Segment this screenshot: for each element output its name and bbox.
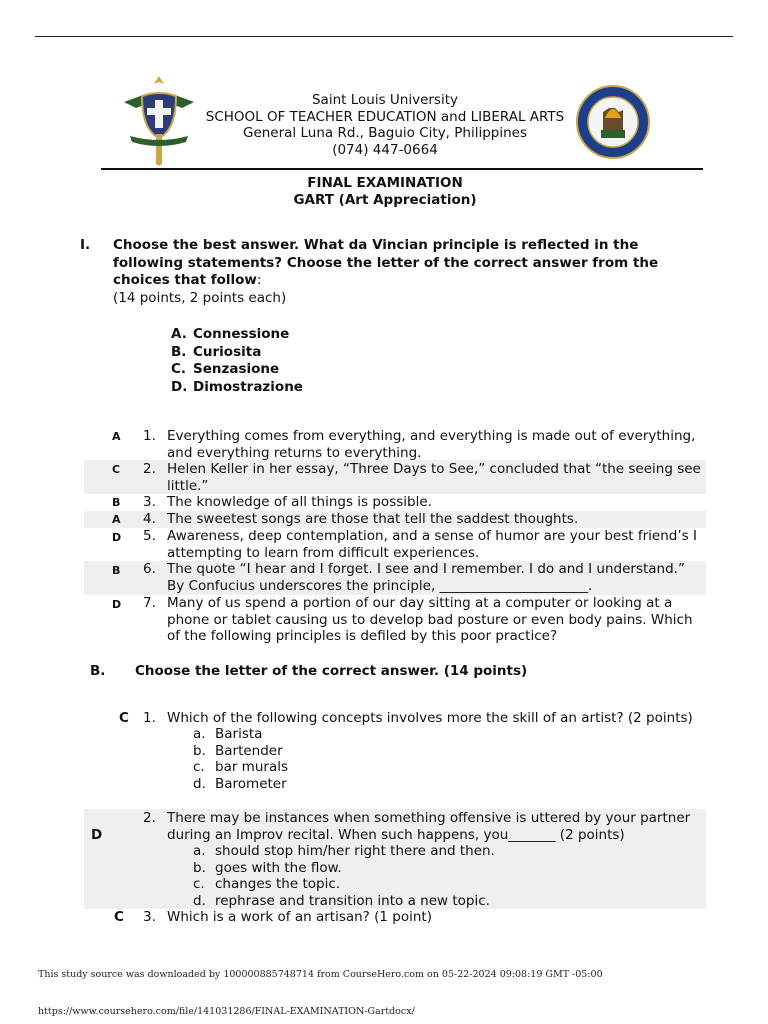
option-item xyxy=(193,776,288,793)
answer-mark: D xyxy=(112,598,122,611)
question-row xyxy=(84,909,706,927)
option-text: Barometer xyxy=(215,775,287,792)
choice-item xyxy=(171,326,303,344)
option-item xyxy=(193,876,495,893)
school-name: SCHOOL OF TEACHER EDUCATION and LIBERAL ARTS xyxy=(205,108,565,125)
question-number: 1. xyxy=(143,428,156,444)
option-text: goes with the flow. xyxy=(215,859,342,876)
option-text: Bartender xyxy=(215,742,283,759)
question-number: 7. xyxy=(143,595,156,611)
section-1-numeral: I. xyxy=(80,237,91,253)
option-letter: b. xyxy=(193,859,206,876)
question-text: Which of the following concepts involves more the skill of an artist? (2 points) xyxy=(167,710,693,726)
source-url[interactable]: https://www.coursehero.com/file/141031286/FINAL-EXAMINATION-Gartdocx/ xyxy=(38,1006,415,1017)
question-number: 5. xyxy=(143,528,156,544)
download-notice: This study source was downloaded by 100000885748714 from CourseHero.com on 05-22-2024 09:08:19 GMT -05:00 xyxy=(38,969,603,980)
choice-text: Curiosita xyxy=(193,343,262,360)
option-letter: b. xyxy=(193,742,206,759)
answer-mark: C xyxy=(112,463,121,476)
option-text: Barista xyxy=(215,726,263,742)
question-text: Many of us spend a portion of our day sitting at a computer or looking at a phone or tablet causing us to develop bad posture or even body pains. Which of the following principles is defiled by this poor practice? xyxy=(167,595,693,644)
question-text: Helen Keller in her essay, “Three Days to See,” concluded that “the seeing see little.” xyxy=(167,461,701,494)
question-number: 1. xyxy=(143,710,156,726)
section-b-instruction: Choose the letter of the correct answer. (14 points) xyxy=(135,663,528,679)
question-row xyxy=(84,710,706,795)
question-number: 2. xyxy=(143,461,156,477)
question-text: The quote “I hear and I forget. I see and I remember. I do and I understand.” By Confucius underscores the principle, ______________________. xyxy=(167,561,685,594)
question-text: Everything comes from everything, and everything is made out of everything, and everything returns to everything. xyxy=(167,428,696,461)
question-row xyxy=(84,460,706,494)
question-row xyxy=(84,561,706,595)
choice-item xyxy=(171,379,303,397)
question-row xyxy=(84,428,706,460)
section-b-letter: B. xyxy=(90,663,106,679)
choice-letter: C. xyxy=(171,361,187,378)
question-text: The sweetest songs are those that tell the saddest thoughts. xyxy=(167,511,579,527)
question-row xyxy=(84,511,706,528)
option-letter: c. xyxy=(193,759,205,775)
option-letter: a. xyxy=(193,726,206,742)
option-letter: c. xyxy=(193,876,205,892)
exam-title: FINAL EXAMINATION xyxy=(307,175,463,191)
question-number: 2. xyxy=(143,810,156,826)
section-1-instruction xyxy=(113,237,713,307)
choice-text: Senzasione xyxy=(193,361,280,378)
question-text: Awareness, deep contemplation, and a sense of humor are your best friend’s I attempting to learn from difficult experiences. xyxy=(167,528,697,561)
option-letter: a. xyxy=(193,843,206,859)
option-text: rephrase and transition into a new topic. xyxy=(215,892,490,909)
question-text: The knowledge of all things is possible. xyxy=(167,494,432,510)
option-text: should stop him/her right there and then. xyxy=(215,843,495,859)
choice-text: Dimostrazione xyxy=(193,378,303,395)
option-item xyxy=(193,759,288,776)
letterhead xyxy=(130,92,640,158)
answer-mark: A xyxy=(112,513,121,526)
question-text: There may be instances when something offensive is uttered by your partner during an Improv recital. When such happens, you_______ (2 points) xyxy=(167,810,691,843)
question-number: 4. xyxy=(143,511,156,527)
exam-title-block xyxy=(130,175,640,209)
question-number: 3. xyxy=(143,494,156,510)
answer-mark: D xyxy=(91,827,103,843)
section-1-instruction-text: Choose the best answer. What da Vincian principle is reflected in the following statements? Choose the letter of the correct answer from the choices that follow xyxy=(113,237,659,289)
option-text: bar murals xyxy=(215,759,288,775)
choice-letter: B. xyxy=(171,343,187,360)
answer-mark: A xyxy=(112,430,121,443)
answer-mark: C xyxy=(119,710,129,726)
university-name: Saint Louis University xyxy=(311,92,458,108)
choice-text: Connessione xyxy=(193,326,290,342)
instruction-colon: : xyxy=(256,272,262,289)
choice-item xyxy=(171,344,303,362)
answer-mark: B xyxy=(112,496,121,509)
question-row xyxy=(84,528,706,561)
address: General Luna Rd., Baguio City, Philippines xyxy=(242,125,527,141)
question-row xyxy=(84,494,706,510)
answer-mark: D xyxy=(112,531,122,544)
option-letter: d. xyxy=(193,775,206,792)
principle-choices xyxy=(171,326,303,396)
section-1-points: (14 points, 2 points each) xyxy=(113,289,287,306)
answer-mark: B xyxy=(112,564,121,577)
choice-item xyxy=(171,361,303,379)
option-item xyxy=(193,743,288,760)
question-row xyxy=(84,809,706,909)
phone-number: (074) 447-0664 xyxy=(332,141,438,158)
question-text: Which is a work of an artisan? (1 point) xyxy=(167,909,432,925)
exam-subject: GART (Art Appreciation) xyxy=(293,192,477,208)
question-row xyxy=(84,595,706,645)
option-item xyxy=(193,726,288,743)
option-item xyxy=(193,843,495,860)
question-number: 3. xyxy=(143,909,156,925)
choice-letter: A. xyxy=(171,326,187,342)
question-number: 6. xyxy=(143,561,156,577)
option-list xyxy=(193,843,495,909)
option-item xyxy=(193,860,495,877)
option-item xyxy=(193,893,495,910)
header-rule xyxy=(101,168,703,170)
option-letter: d. xyxy=(193,892,206,909)
answer-mark: C xyxy=(114,909,124,925)
choice-letter: D. xyxy=(171,378,188,395)
option-text: changes the topic. xyxy=(215,876,341,892)
top-rule xyxy=(35,36,733,37)
option-list xyxy=(193,726,288,792)
